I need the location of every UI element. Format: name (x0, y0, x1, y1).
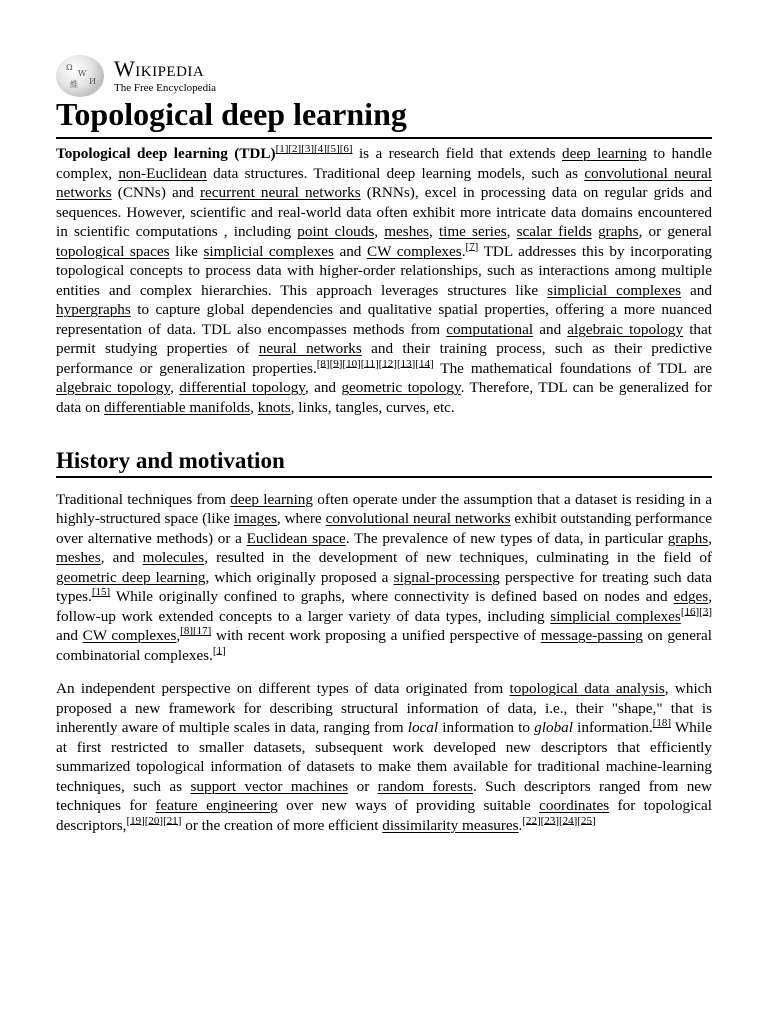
link-cw-complexes[interactable]: CW complexes (366, 242, 462, 260)
link-algebraic-topology-2[interactable]: algebraic topology (56, 379, 171, 396)
link-cw-complexes-2[interactable]: CW complexes (82, 627, 177, 644)
link-meshes-2[interactable]: meshes (56, 549, 101, 566)
link-cnn-2[interactable]: convolutional neural networks (325, 510, 511, 527)
page-title: Topological deep learning (56, 96, 712, 139)
citation-ref[interactable]: [15] (91, 585, 111, 598)
link-computational[interactable]: computational (446, 320, 534, 338)
link-graphs[interactable]: graphs (598, 223, 639, 240)
wordmark-title: Wikipedia (114, 56, 205, 81)
section-heading-history: History and motivation (56, 451, 712, 478)
link-random-forests[interactable]: random forests (377, 777, 473, 795)
link-euclidean-space[interactable]: Euclidean space (246, 529, 346, 547)
wikipedia-globe-logo-icon: Ω W И 維 (56, 55, 104, 97)
link-cnn[interactable]: convolutional neural networks (56, 164, 712, 201)
link-images[interactable]: images (233, 510, 277, 527)
wordmark-tagline: The Free Encyclopedia (114, 82, 217, 94)
link-differentiable-manifolds[interactable]: differentiable manifolds (104, 398, 251, 416)
link-non-euclidean[interactable]: non-Euclidean (118, 164, 207, 182)
link-signal-processing[interactable]: signal-processing (393, 568, 500, 586)
link-geometric-topology[interactable]: geometric topology (341, 379, 461, 396)
site-header[interactable] (56, 54, 216, 98)
link-hypergraphs[interactable]: hypergraphs (56, 301, 131, 318)
citation-ref[interactable]: [16][3] (680, 605, 712, 618)
article-term: Topological deep learning (TDL) (56, 145, 276, 162)
link-coordinates[interactable]: coordinates (539, 797, 610, 814)
link-simplicial-complexes-3[interactable]: simplicial complexes (550, 607, 681, 625)
link-point-clouds[interactable]: point clouds (297, 223, 375, 240)
link-topological-data-analysis[interactable]: topological data analysis (509, 680, 665, 697)
article-body (56, 144, 712, 849)
history-paragraph-2: An independent perspective on different types of data originated from topological data analysis, which proposed a new framework for describing structural information of data, i.e., their "shape," that is inherently aware of multiple scales in data, ranging from local information to global information.[18] While at first restricted to smaller datasets, subsequent work developed new descriptors that efficiently summarized topological information of datasets to make them available for traditional machine-learning techniques, such as support vector machines or random forests. Such descriptors ranged from new techniques for feature engineering over new ways of providing suitable coordinates for topological descriptors,[19][20][21] or the creation of more efficient dissimilarity measures.[22][23][24][25] (56, 680, 713, 834)
link-topological-spaces[interactable]: topological spaces (56, 242, 170, 260)
link-simplicial-complexes-2[interactable]: simplicial complexes (547, 281, 682, 299)
link-graphs-2[interactable]: graphs (667, 529, 709, 547)
wikipedia-wordmark (114, 58, 216, 94)
link-geometric-deep-learning[interactable]: geometric deep learning (56, 568, 206, 586)
link-deep-learning-2[interactable]: deep learning (230, 490, 313, 508)
link-differential-topology[interactable]: differential topology (179, 379, 305, 396)
link-neural-networks[interactable]: neural networks (258, 340, 362, 357)
citation-ref[interactable]: [7] (465, 240, 479, 253)
citation-ref[interactable]: [1][2][3][4][5][6] (275, 142, 353, 155)
citation-ref[interactable]: [8][17] (180, 624, 212, 637)
link-message-passing[interactable]: message-passing (540, 627, 643, 644)
citation-ref[interactable]: [22][23][24][25] (522, 814, 596, 827)
link-support-vector-machines[interactable]: support vector machines (190, 777, 349, 795)
citation-ref[interactable]: [18] (652, 716, 671, 729)
link-simplicial-complexes[interactable]: simplicial complexes (203, 242, 334, 260)
emphasis-local: local (407, 719, 439, 736)
citation-ref[interactable]: [1] (212, 644, 226, 657)
citation-ref[interactable]: [8][9][10][11][12][13][14] (316, 357, 434, 370)
link-feature-engineering[interactable]: feature engineering (155, 797, 278, 814)
link-molecules[interactable]: molecules (142, 549, 205, 566)
link-edges[interactable]: edges (673, 588, 709, 605)
link-time-series[interactable]: time series (438, 223, 507, 240)
link-meshes[interactable]: meshes (384, 223, 429, 240)
link-scalar-fields[interactable]: scalar fields (516, 223, 592, 240)
link-deep-learning[interactable]: deep learning (561, 145, 647, 162)
history-paragraph-1: Traditional techniques from deep learning often operate under the assumption that a dataset is residing in a highly-structured space (like images, where convolutional neural networks exhibit outstanding performance over alternative methods) or a Euclidean space. The prevalence of new types of data, in particular graphs, meshes, and molecules, resulted in the development of new techniques, culminating in the field of geometric deep learning, which originally proposed a signal-processing perspective for treating such data types.[15] While originally confined to graphs, where connectivity is defined based on nodes and edges, follow-up work extended concepts to a larger variety of data types, including simplicial complexes[16][3] and CW complexes,[8][17] with recent work proposing a unified perspective of message-passing on general combinatorial complexes.[1] (56, 490, 713, 664)
citation-ref[interactable]: [19][20][21] (126, 814, 182, 827)
link-rnn[interactable]: recurrent neural networks (200, 184, 361, 201)
link-knots[interactable]: knots (257, 398, 291, 416)
emphasis-global: global (534, 719, 573, 736)
link-algebraic-topology[interactable]: algebraic topology (567, 320, 684, 338)
link-dissimilarity-measures[interactable]: dissimilarity measures (382, 816, 519, 834)
intro-paragraph: Topological deep learning (TDL)[1][2][3][4][5][6] is a research field that extends deep learning to handle complex, non-Euclidean data structures. Traditional deep learning models, such as convolutional neural networks (CNNs) and recurrent neural networks (RNNs), excel in processing data on regular grids and sequences. However, scientific and real-world data often exhibit more intricate data domains encountered in scientific computations , including point clouds, meshes, time series, scalar fields graphs, or general topological spaces like simplicial complexes and CW complexes.[7] TDL addresses this by incorporating topological concepts to process data with higher-order relationships, such as interactions among multiple entities and complex hierarchies. This approach leverages structures like simplicial complexes and hypergraphs to capture global dependencies and qualitative spatial properties, offering a more nuanced representation of data. TDL also encompasses methods from computational and algebraic topology that permit studying properties of neural networks and their training process, such as their predictive performance or generalization properties.[8][9][10][11][12][13][14] The mathematical foundations of TDL are algebraic topology, differential topology, and geometric topology. Therefore, TDL can be generalized for data on differentiable manifolds, knots, links, tangles, curves, etc. (56, 142, 713, 416)
